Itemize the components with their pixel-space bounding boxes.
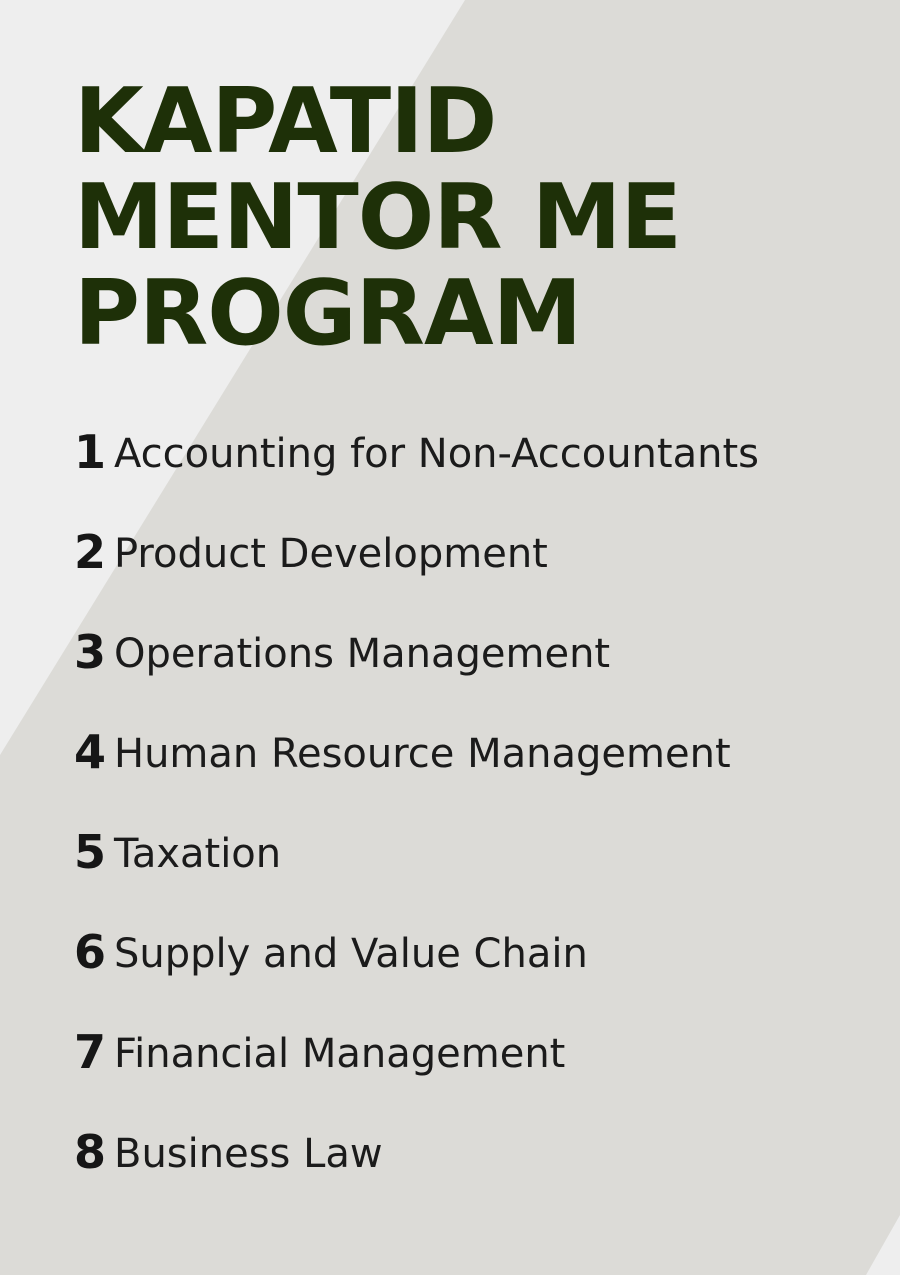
topic-number: 6 [74, 925, 107, 979]
topic-list [74, 422, 759, 1222]
topic-number: 2 [74, 525, 107, 579]
topic-label: Taxation [114, 831, 282, 877]
topic-number: 5 [74, 825, 107, 879]
topic-item [74, 622, 759, 722]
topic-label: Supply and Value Chain [114, 931, 588, 977]
topic-item [74, 822, 759, 922]
program-title [74, 69, 681, 366]
topic-item [74, 1022, 759, 1122]
topic-label: Product Development [114, 531, 548, 577]
topic-item [74, 722, 759, 822]
title-line-2: MENTOR ME [74, 165, 681, 270]
topic-label: Accounting for Non-Accountants [114, 431, 759, 477]
topic-item [74, 1122, 759, 1222]
topic-number: 3 [74, 625, 107, 679]
topic-label: Operations Management [114, 631, 611, 677]
topic-item [74, 922, 759, 1022]
title-line-1: KAPATID [74, 69, 497, 174]
topic-number: 4 [74, 725, 107, 779]
topic-item [74, 422, 759, 522]
topic-item [74, 522, 759, 622]
topic-label: Financial Management [114, 1031, 566, 1077]
title-line-3: PROGRAM [74, 261, 582, 366]
topic-number: 1 [74, 425, 107, 479]
topic-number: 7 [74, 1025, 107, 1079]
topic-label: Business Law [114, 1131, 383, 1177]
topic-label: Human Resource Management [114, 731, 731, 777]
topic-number: 8 [74, 1125, 107, 1179]
